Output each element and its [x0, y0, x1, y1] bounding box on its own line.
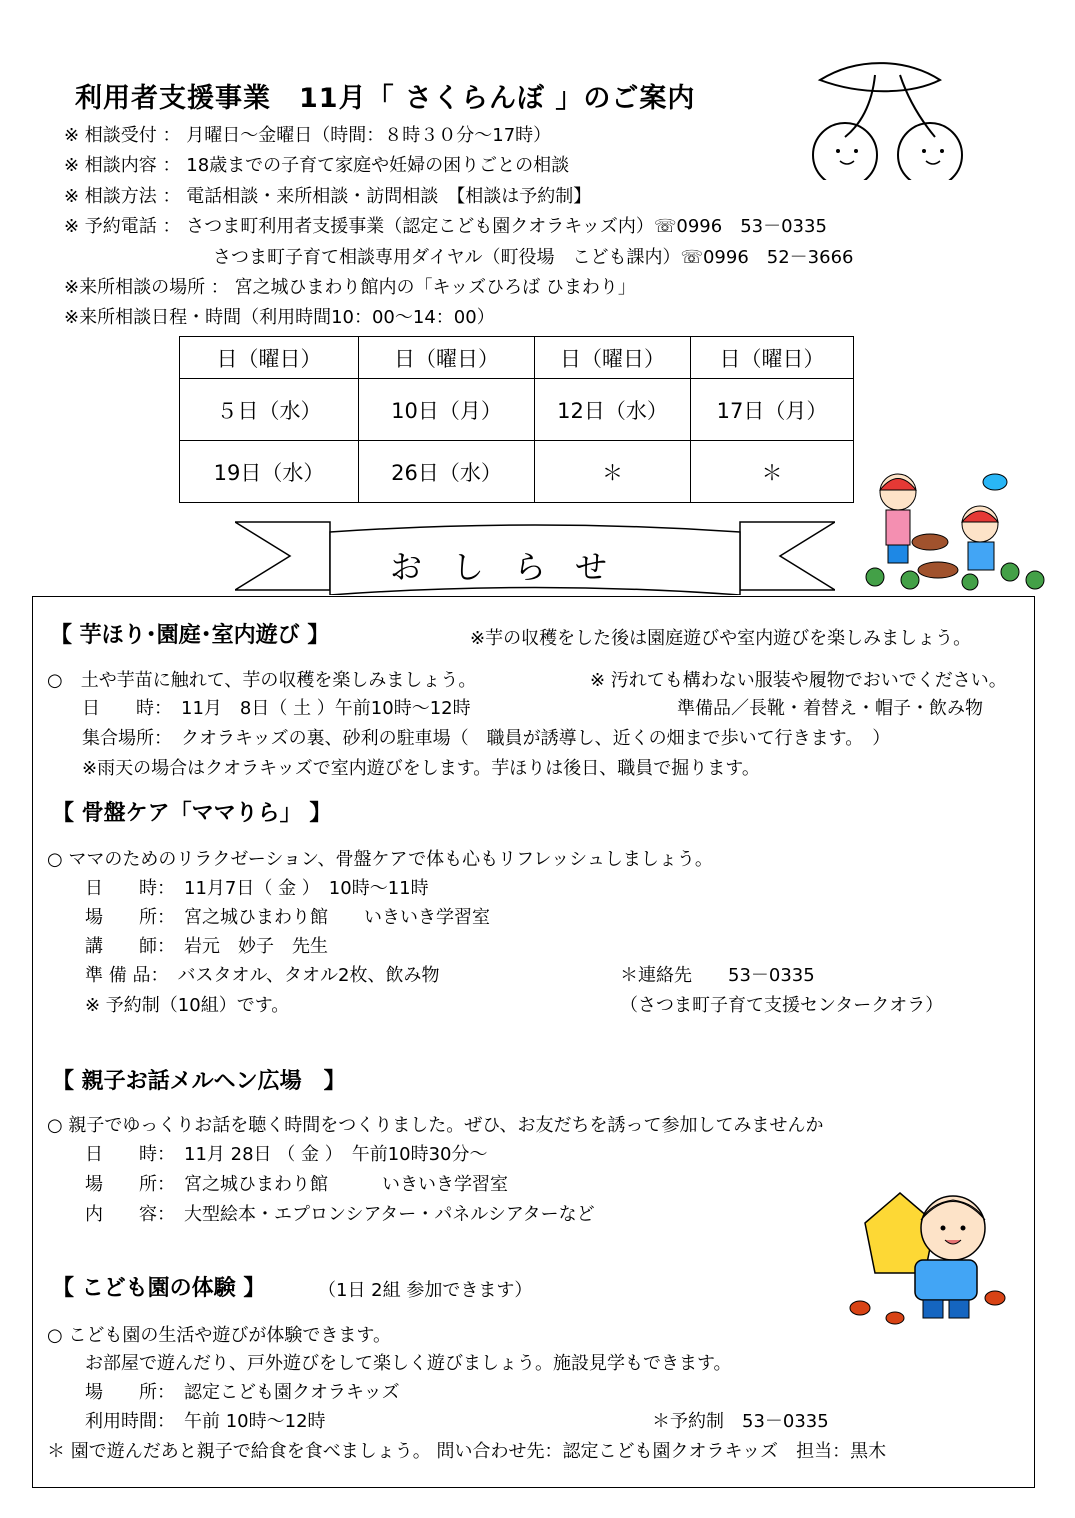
- section-title-imohori: 【 芋ほり･園庭･室内遊び 】: [50, 623, 330, 648]
- info-schedule: ※来所相談日程・時間（利用時間10：00～14：00）: [64, 307, 495, 328]
- info-phone-1: ※ 予約電話 ： さつま町利用者支援事業（認定こども園クオラキッズ内）☏0996 53－0335: [64, 216, 827, 237]
- mamarira-line: 準 備 品： バスタオル、タオル2枚、飲み物: [85, 965, 440, 986]
- imohori-line: ※ 汚れても構わない服装や履物でおいでください。: [590, 670, 1007, 691]
- info-method: ※ 相談方法 ： 電話相談・来所相談・訪問相談 【相談は予約制】: [64, 186, 592, 207]
- kodomoen-line: ○ こども園の生活や遊びが体験できます。: [47, 1325, 391, 1346]
- boy-leaf-illustration: [845, 1178, 1010, 1328]
- ohanashi-line: ○ 親子でゆっくりお話を聴く時間をつくりました。ぜひ、お友だちを誘って参加してみませんか: [47, 1115, 824, 1136]
- section-title-kodomoen: 【 こども園の体験 】: [52, 1276, 266, 1301]
- mamarira-contact-org: （さつま町子育て支援センタークオラ）: [620, 995, 944, 1016]
- table-header: 日（曜日）: [535, 337, 691, 379]
- table-cell: 10日（月）: [359, 379, 535, 441]
- table-cell: 19日（水）: [180, 441, 359, 503]
- section-title-ohanashi: 【 親子お話メルヘン広場 】: [52, 1069, 346, 1094]
- oshirase-label: おしらせ: [390, 548, 638, 586]
- imohori-line: 日 時： 11月 8日（ 土 ）午前10時～12時: [82, 698, 471, 719]
- page-title: 利用者支援事業 11月「 さくらんぼ 」のご案内: [75, 83, 696, 114]
- kodomoen-line: お部屋で遊んだり、戸外遊びをして楽しく遊びましょう。施設見学もできます。: [85, 1353, 732, 1374]
- table-cell: ５日（水）: [180, 379, 359, 441]
- mamarira-line: ※ 予約制（10組）です。: [85, 995, 290, 1016]
- mamarira-line: 場 所： 宮之城ひまわり館 いきいき学習室: [85, 907, 490, 928]
- table-cell: 26日（水）: [359, 441, 535, 503]
- ohanashi-line: 内 容： 大型絵本・エプロンシアター・パネルシアターなど: [85, 1204, 595, 1225]
- table-header: 日（曜日）: [180, 337, 359, 379]
- mamarira-line: 日 時： 11月7日（ 金 ） 10時～11時: [85, 878, 429, 899]
- table-row: [180, 379, 854, 441]
- table-header-row: [180, 337, 854, 379]
- info-place: ※来所相談の場所 ： 宮之城ひまわり館内の「キッズひろば ひまわり」: [64, 277, 636, 298]
- info-reception: ※ 相談受付 ： 月曜日～金曜日（時間：８時３０分～17時）: [64, 125, 552, 146]
- kodomoen-line: 場 所： 認定こども園クオラキッズ: [85, 1382, 400, 1403]
- table-cell: ＊: [535, 441, 691, 503]
- kodomoen-line: 利用時間： 午前 10時～12時: [85, 1411, 326, 1432]
- section-title-mamarira: 【 骨盤ケア「ママりら」 】: [52, 801, 332, 826]
- table-header: 日（曜日）: [359, 337, 535, 379]
- info-phone-2: さつま町子育て相談専用ダイヤル（町役場 こども課内）☏0996 52－3666: [213, 247, 854, 268]
- kodomoen-reservation: ＊予約制 53－0335: [652, 1411, 829, 1432]
- kodomoen-line: ＊ 園で遊んだあと親子で給食を食べましょう。 問い合わせ先：認定こども園クオラキッズ 担当：黒木: [47, 1441, 887, 1462]
- mamarira-line: 講 師： 岩元 妙子 先生: [85, 936, 328, 957]
- imohori-line: 集合場所： クオラキッズの裏、砂利の駐車場（ 職員が誘導し、近くの畑まで歩いて行きます。 ）: [82, 728, 891, 749]
- table-cell: ＊: [691, 441, 854, 503]
- cherry-illustration: [800, 55, 980, 180]
- ohanashi-line: 日 時： 11月 28日 （ 金 ） 午前10時30分～: [85, 1144, 488, 1165]
- table-cell: 17日（月）: [691, 379, 854, 441]
- ohanashi-line: 場 所： 宮之城ひまわり館 いきいき学習室: [85, 1174, 508, 1195]
- imohori-line: ※雨天の場合はクオラキッズで室内遊びをします。芋ほりは後日、職員で掘ります。: [82, 758, 760, 779]
- table-header: 日（曜日）: [691, 337, 854, 379]
- table-cell: 12日（水）: [535, 379, 691, 441]
- mamarira-contact: ＊連絡先 53－0335: [620, 965, 815, 986]
- info-content: ※ 相談内容 ： 18歳までの子育て家庭や妊婦の困りごとの相談: [64, 155, 570, 176]
- imohori-note: ※芋の収穫をした後は園庭遊びや室内遊びを楽しみましょう。: [470, 628, 972, 649]
- imohori-line: ○ 土や芋苗に触れて、芋の収穫を楽しみましょう。: [47, 670, 477, 691]
- schedule-table: [179, 336, 854, 503]
- imohori-line: 準備品／長靴・着替え・帽子・飲み物: [677, 698, 983, 719]
- kodomoen-subtitle: （1日 2組 参加できます）: [318, 1280, 533, 1301]
- mamarira-line: ○ ママのためのリラクゼーション、骨盤ケアで体も心もリフレッシュしましょう。: [47, 849, 713, 870]
- table-row: [180, 441, 854, 503]
- kids-digging-illustration: [860, 462, 1045, 592]
